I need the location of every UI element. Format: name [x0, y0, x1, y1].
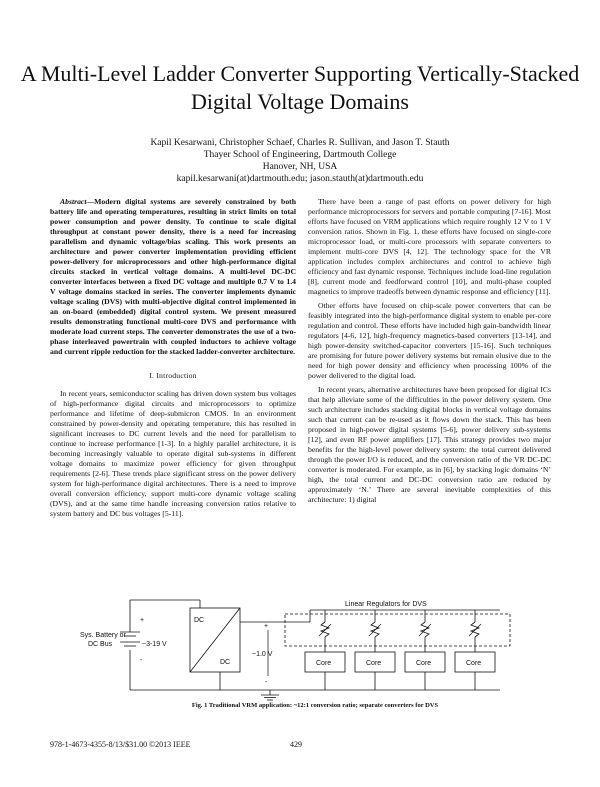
- page-number: 429: [290, 740, 302, 749]
- figure-caption: Fig. 1 Traditional VRM application: ~12:1 conversion ratio; separate converters for DVS: [191, 702, 439, 709]
- location: Hanover, NH, USA: [262, 162, 338, 172]
- minus-sign: -: [140, 657, 143, 664]
- core-label: Core: [416, 660, 432, 667]
- plus-sign: +: [264, 623, 269, 630]
- abstract-label: Abstract: [60, 197, 87, 206]
- left-column: [50, 197, 296, 523]
- output-voltage-label: ~1.0 V: [252, 651, 273, 658]
- core-label: Core: [466, 660, 482, 667]
- linear-regulators-label: Linear Regulators for DVS: [345, 601, 427, 608]
- converter-bottom-label: DC: [220, 659, 231, 666]
- core-label: Core: [316, 660, 332, 667]
- right-paragraph: Other efforts have focused on chip-scale power converters that can be feasibly integrated into the high-performance digital system to enable per-core regulation and control. These efforts have included high gain-bandwidth linear regulators [4-6, 12], high-frequency magnetics-based converters [13-14], and high power-density switched-capacitor converters [15-16]. Such techniques are promising for future power delivery systems but remain elusive due to the need for high power density and efficiency when processing 100% of the power delivered to the digital load.: [308, 301, 551, 380]
- author-names: Kapil Kesarwani, Christopher Schaef, Charles R. Sullivan, and Jason T. Stauth: [150, 138, 450, 148]
- paper-title: A Multi-Level Ladder Converter Supporting Vertically-Stacked Digital Voltage Domains: [20, 61, 580, 114]
- converter-top-label: DC: [194, 617, 205, 624]
- emails: kapil.kesarwani(at)dartmouth.edu; jason.stauth(at)dartmouth.edu: [176, 174, 424, 184]
- source-label-line1: Sys. Battery or: [80, 632, 126, 639]
- copyright-footer: 978-1-4673-4355-8/13/$31.00 ©2013 IEEE: [50, 740, 191, 749]
- input-voltage-label: ~3-19 V: [142, 641, 167, 648]
- section-heading: I. Introduction: [149, 371, 197, 380]
- intro-paragraph: In recent years, semiconductor scaling has driven down system bus voltages of high-performance digital circuits and microprocessors to optimize performance and lifetime of deep-submicron CMOS. In an environment constrained by power-density and operating temperature, this has resulted in significant increases to DC current levels and the need for parallelism to continue to increase performance [1-3]. In a highly parallel architecture, it is becoming increasingly valuable to operate digital sub-systems in different voltage domains to maximize power efficiency for given throughput requirements [2-6]. These trends place significant stress on the power delivery system for high-performance digital architectures. There is a need to improve overall conversion efficiency, support multi-core dynamic voltage scaling (DVS), and at the same time handle increasing conversion ratios relative to system battery and DC bus voltages [5-11].: [50, 389, 296, 518]
- source-label-line2: DC Bus: [88, 641, 113, 648]
- right-column: [308, 197, 551, 509]
- plus-sign: +: [140, 617, 145, 624]
- right-paragraph: There have been a range of past efforts on power delivery for high performance microprocessors for servers and portable computing [7-16]. Most efforts have focused on VRM applications which require roughly 12 V to 1 V conversion ratios. Shown in Fig. 1, these efforts have focused on single-core microprocessor load, or multi-core processors with separate converters to implement multi-core DVS [4, 12]. The technology space for the VR application includes complex architectures and control to achieve high efficiency and fast dynamic response. Techniques include load-line regulation [8], current mode and feedforward control [10], and multi-phase coupled magnetics to improve tradeoffs between dynamic response and efficiency [11].: [308, 197, 551, 296]
- author-block: [40, 137, 560, 185]
- affiliation: Thayer School of Engineering, Dartmouth College: [203, 150, 397, 160]
- abstract-text: —Modern digital systems are severely constrained by both battery life and operating temperatures, resulting in strict limits on total power consumption and power density. To continue to scale digital throughput at constant power density, there is a need for increasing parallelism and dynamic voltage/bias scaling. This work presents an architecture and power converter implementation providing efficient power-delivery for microprocessors and other high-performance digital circuits stacked in vertical voltage domains. A multi-level DC-DC converter interfaces between a fixed DC voltage and multiple 0.7 V to 1.4 V voltage domains stacked in series. The converter implements dynamic voltage scaling (DVS) with multi-objective digital control implemented in an on-board (embedded) digital control system. We present measured results demonstrating functional multi-core DVS and performance with moderate load current steps. The converter demonstrates the use of a two-phase interleaved powertrain with coupled inductors to achieve voltage and current ripple reduction for the stacked ladder-converter architecture.: [50, 197, 296, 356]
- abstract: [50, 197, 296, 357]
- figure-1-circuit: [80, 592, 550, 702]
- core-label: Core: [366, 660, 382, 667]
- right-paragraph: In recent years, alternative architectures have been proposed for digital ICs that help alleviate some of the difficulties in the power delivery system. One such architecture includes stacking digital blocks in vertical voltage domains such that current can be re-used as it flows down the stack. This has been proposed in high-power digital systems [5-6], power delivery sub-systems [12], and even RF power amplifiers [17]. This strategy provides two major benefits for the high-level power delivery system: the total current delivered through the power I/O is reduced, and the conversion ratio of the VR DC-DC converter is moderated. For example, as in [6], by stacking logic domains ‘N’ high, the total current and DC-DC conversion ratio are reduced by approximately ‘N.’ There are several inevitable complexities of this architecture: 1) digital: [308, 385, 551, 504]
- minus-sign: -: [265, 679, 268, 686]
